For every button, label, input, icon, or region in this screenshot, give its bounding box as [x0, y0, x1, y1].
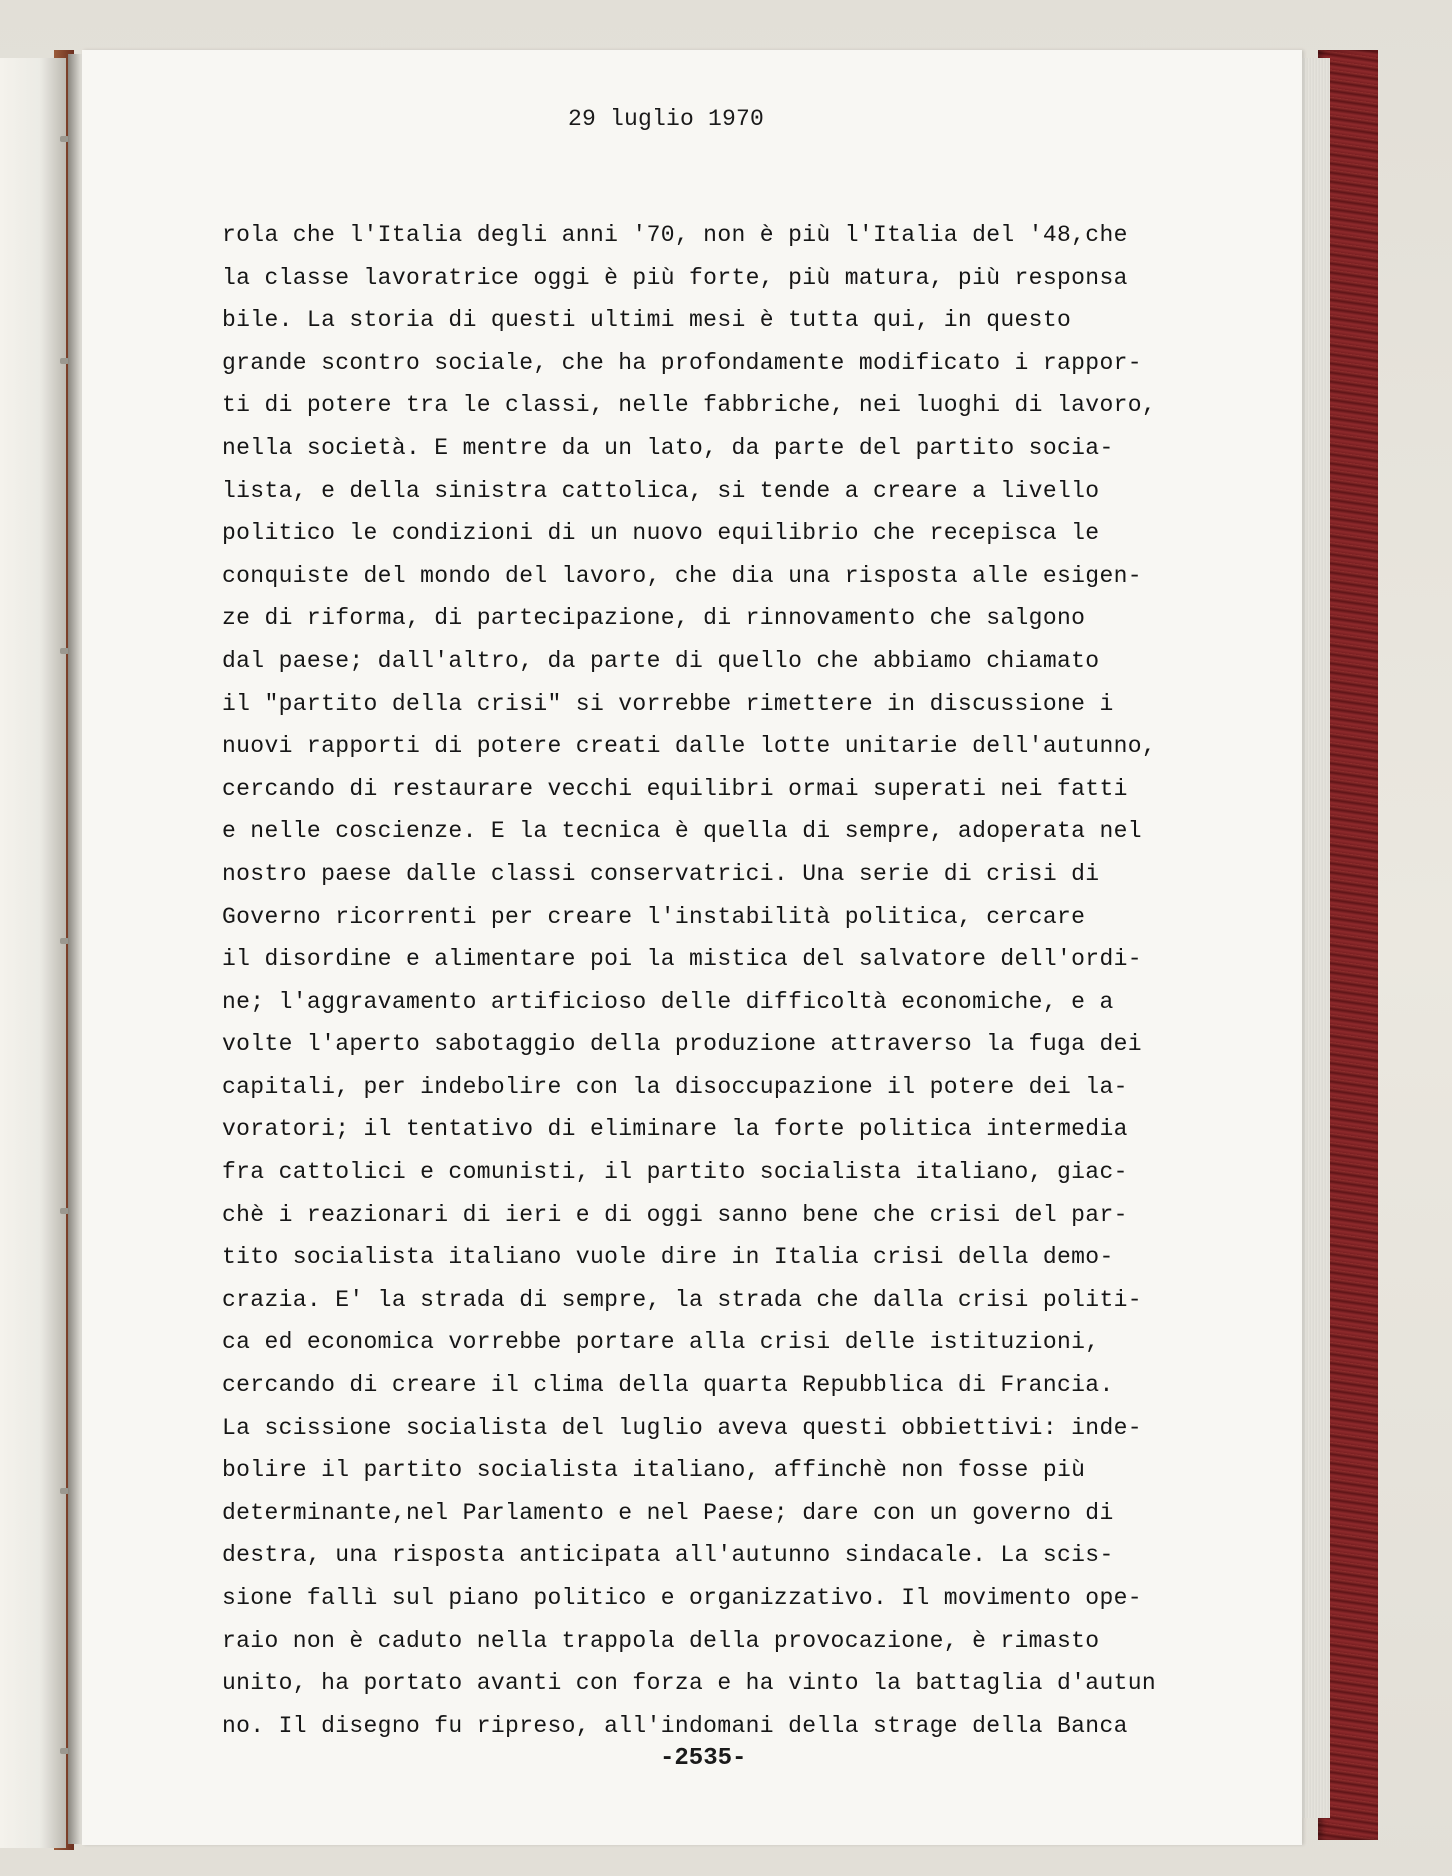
typewritten-body	[222, 214, 1282, 1747]
text-line: ti di potere tra le classi, nelle fabbriche, nei luoghi di lavoro,	[222, 392, 1157, 419]
text-line: bolire il partito socialista italiano, affinchè non fosse più	[222, 1457, 1086, 1484]
text-line: la classe lavoratrice oggi è più forte, più matura, più responsa	[222, 264, 1128, 291]
text-line: rola che l'Italia degli anni '70, non è più l'Italia del '48,che	[222, 222, 1128, 248]
text-line: chè i reazionari di ieri e di oggi sanno bene che crisi del par-	[222, 1201, 1128, 1228]
text-line: fra cattolici e comunisti, il partito socialista italiano, giac-	[222, 1159, 1128, 1186]
text-line: conquiste del mondo del lavoro, che dia una risposta alle esigen-	[222, 562, 1142, 589]
text-line: lista, e della sinistra cattolica, si tende a creare a livello	[222, 477, 1100, 504]
text-line: raio non è caduto nella trappola della provocazione, è rimasto	[222, 1627, 1100, 1654]
text-line: La scissione socialista del luglio aveva questi obbiettivi: inde-	[222, 1414, 1142, 1441]
text-line: bile. La storia di questi ultimi mesi è tutta qui, in questo	[222, 307, 1072, 334]
text-line: voratori; il tentativo di eliminare la forte politica intermedia	[222, 1116, 1128, 1143]
text-line: cercando di restaurare vecchi equilibri ormai superati nei fatti	[222, 775, 1128, 802]
text-line: determinante,nel Parlamento e nel Paese; dare con un governo di	[222, 1499, 1114, 1526]
text-line: grande scontro sociale, che ha profondamente modificato i rappor-	[222, 349, 1142, 376]
text-line: capitali, per indebolire con la disoccupazione il potere dei la-	[222, 1073, 1128, 1100]
text-line: politico le condizioni di un nuovo equilibrio che recepisca le	[222, 520, 1100, 547]
text-line: nuovi rapporti di potere creati dalle lotte unitarie dell'autunno,	[222, 733, 1157, 760]
text-line: dal paese; dall'altro, da parte di quello che abbiamo chiamato	[222, 647, 1100, 674]
text-line: destra, una risposta anticipata all'autunno sindacale. La scis-	[222, 1542, 1114, 1569]
text-line: ze di riforma, di partecipazione, di rinnovamento che salgono	[222, 605, 1086, 632]
text-line: cercando di creare il clima della quarta Repubblica di Francia.	[222, 1372, 1114, 1399]
left-page-edge	[0, 58, 66, 1848]
text-line: Governo ricorrenti per creare l'instabilità politica, cercare	[222, 903, 1086, 930]
text-line: sione fallì sul piano politico e organizzativo. Il movimento ope-	[222, 1585, 1142, 1611]
page-date: 29 luglio 1970	[568, 106, 765, 132]
text-line: il disordine e alimentare poi la mistica del salvatore dell'ordi-	[222, 946, 1142, 973]
page-number: -2535-	[660, 1745, 747, 1772]
text-line: no. Il disegno fu ripreso, all'indomani della strage della Banca	[222, 1712, 1128, 1739]
text-line: il "partito della crisi" si vorrebbe rimettere in discussione i	[222, 690, 1114, 717]
text-line: volte l'aperto sabotaggio della produzione attraverso la fuga dei	[222, 1031, 1142, 1058]
text-line: ca ed economica vorrebbe portare alla crisi delle istituzioni,	[222, 1329, 1100, 1356]
text-line: ne; l'aggravamento artificioso delle difficoltà economiche, e a	[222, 988, 1114, 1015]
text-line: unito, ha portato avanti con forza e ha vinto la battaglia d'autun	[222, 1670, 1157, 1697]
text-line: nostro paese dalle classi conservatrici. Una serie di crisi di	[222, 860, 1100, 887]
text-line: crazia. E' la strada di sempre, la strada che dalla crisi politi-	[222, 1286, 1142, 1313]
text-line: tito socialista italiano vuole dire in Italia crisi della demo-	[222, 1244, 1114, 1271]
text-line: e nelle coscienze. E la tecnica è quella di sempre, adoperata nel	[222, 818, 1142, 845]
text-line: nella società. E mentre da un lato, da parte del partito socia-	[222, 434, 1114, 461]
